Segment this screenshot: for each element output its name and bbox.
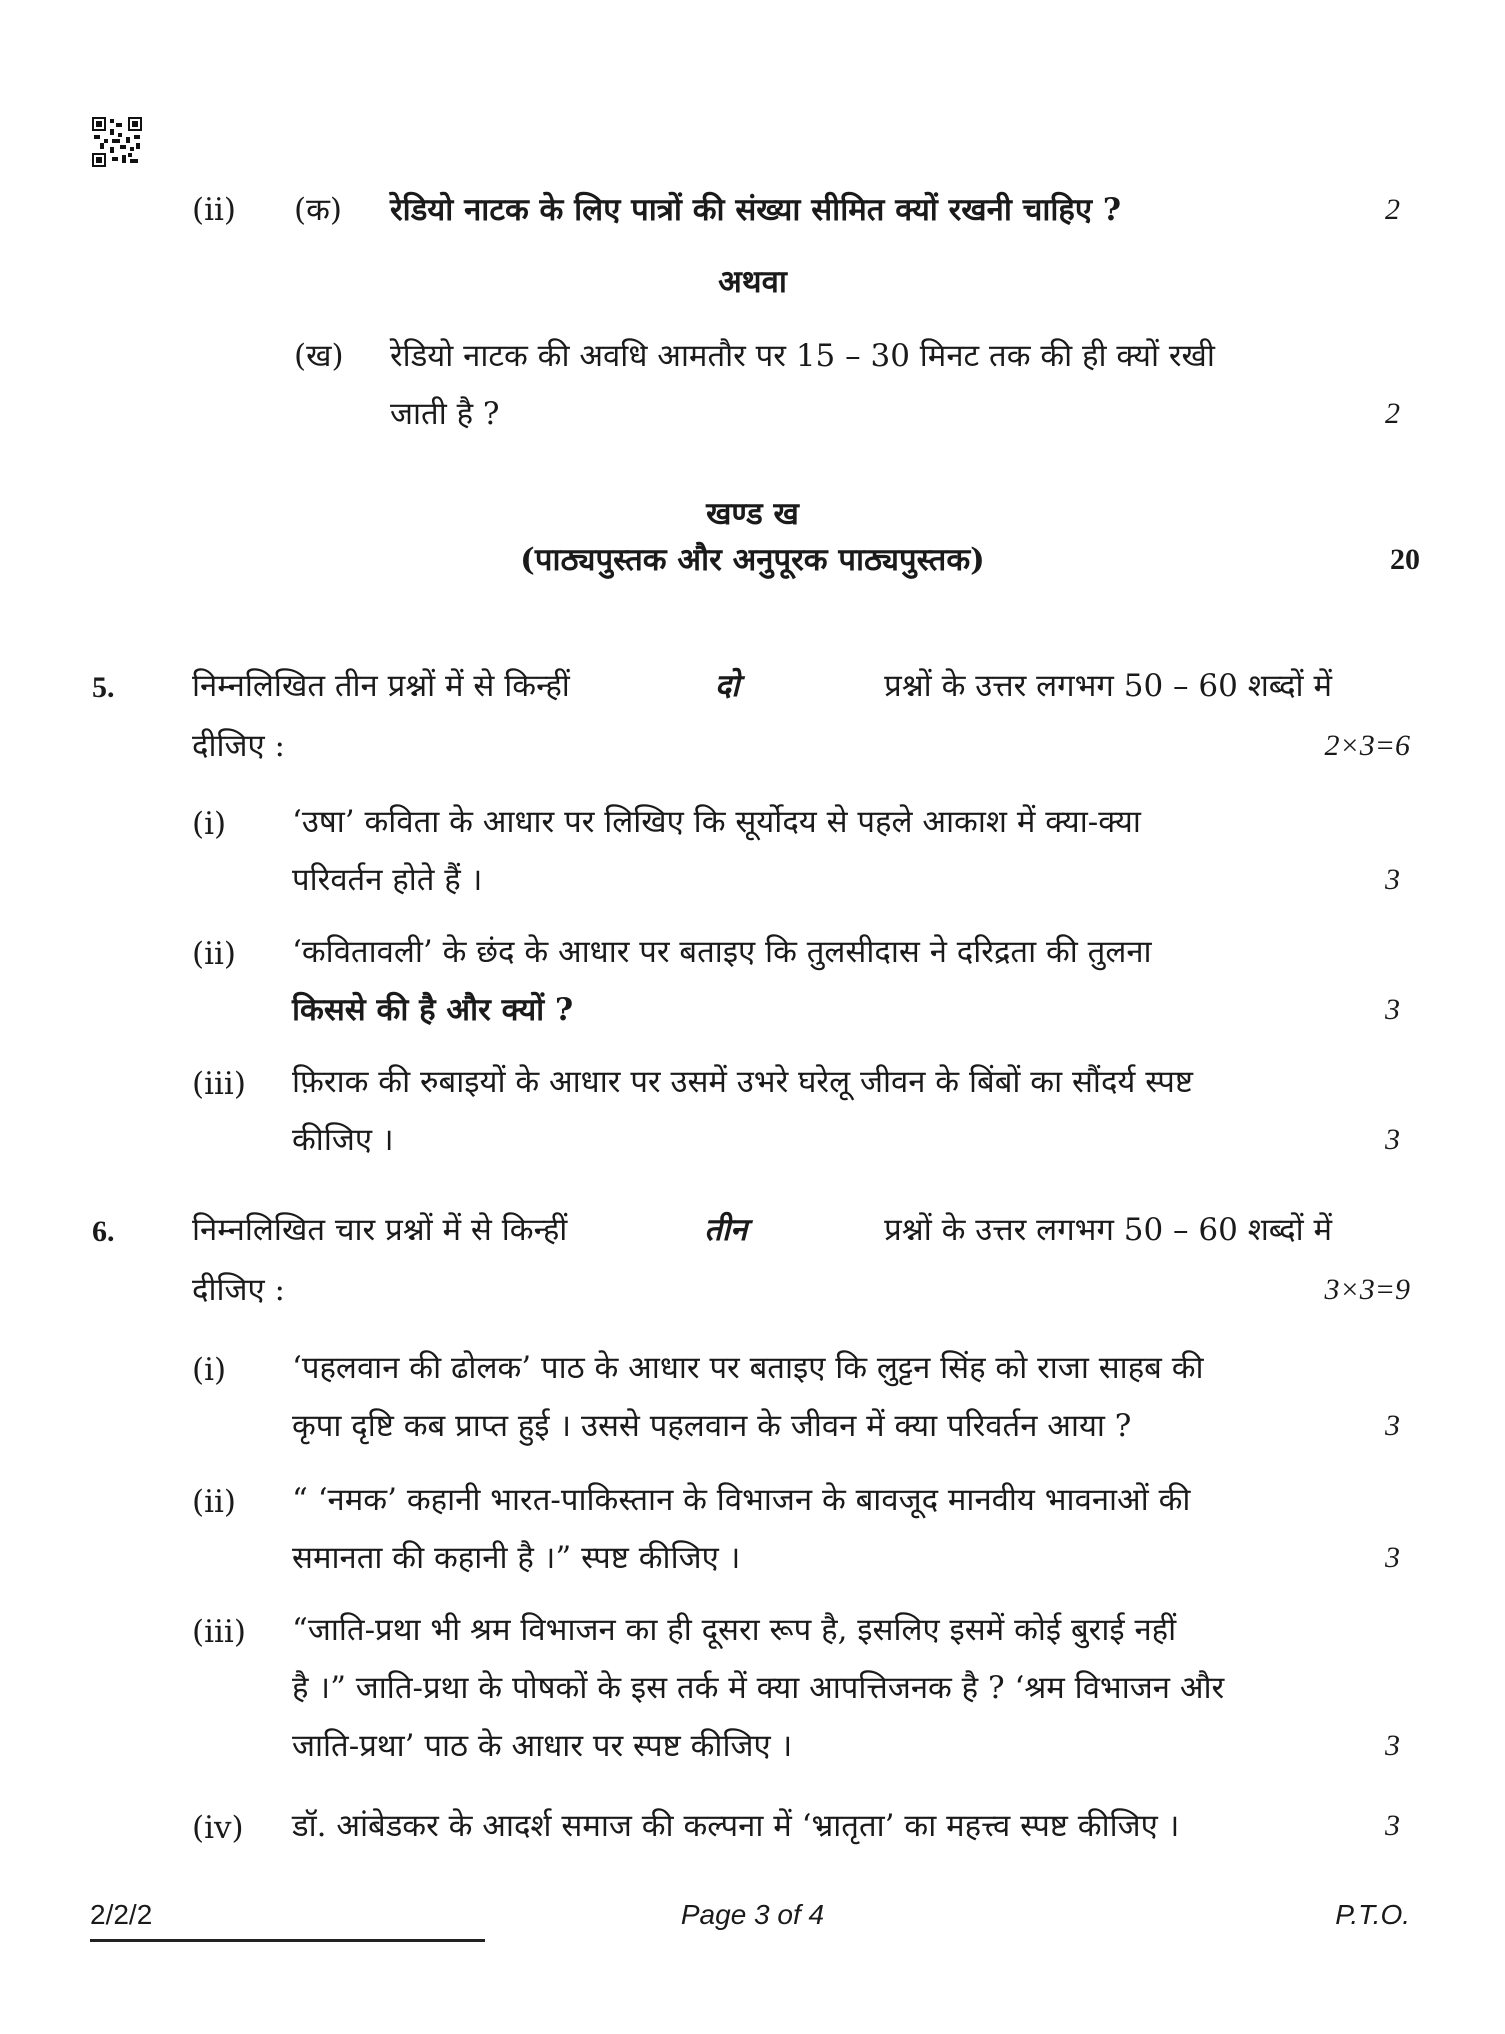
- q6-iii-label: (iii): [192, 1614, 246, 1650]
- q6-iv-label: (iv): [192, 1810, 244, 1846]
- q6-ii-marks: 3: [1385, 1541, 1400, 1574]
- section-marks: 20: [1390, 543, 1420, 576]
- q4-ii-label: (ii): [192, 192, 237, 228]
- q5-intro-em: दो: [714, 668, 740, 704]
- q4-ka-text: रेडियो नाटक के लिए पात्रों की संख्या सीमित क्यों रखनी चाहिए ?: [390, 192, 1121, 228]
- q5-ii-line2: किससे की है और क्यों ?: [292, 992, 574, 1028]
- q5-iii-line2: कीजिए ।: [292, 1122, 394, 1158]
- page-number: Page 3 of 4: [680, 1899, 825, 1930]
- q5-marks: 2×3=6: [1324, 729, 1410, 762]
- q4-ka-marks: 2: [1385, 193, 1400, 226]
- q4-ka-label: (क): [294, 192, 342, 228]
- q6-iii-line3: जाति-प्रथा’ पाठ के आधार पर स्पष्ट कीजिए ।: [292, 1728, 793, 1764]
- q4-kha-line1: रेडियो नाटक की अवधि आमतौर पर 15 – 30 मिनट तक की ही क्यों रखी: [390, 338, 1215, 374]
- q6-ii-line1: “ ‘नमक’ कहानी भारत-पाकिस्तान के विभाजन के बावजूद मानवीय भावनाओं की: [292, 1482, 1191, 1518]
- q5-ii-label: (ii): [192, 936, 237, 972]
- q6-iii-line2: है ।” जाति-प्रथा के पोषकों के इस तर्क में क्या आपत्तिजनक है ? ‘श्रम विभाजन और: [292, 1670, 1225, 1706]
- q6-i-line1: ‘पहलवान की ढोलक’ पाठ के आधार पर बताइए कि लुट्टन सिंह को राजा साहब की: [292, 1350, 1204, 1386]
- q6-i-label: (i): [192, 1352, 227, 1388]
- q5-intro-a: निम्नलिखित तीन प्रश्नों में से किन्हीं: [192, 668, 570, 704]
- q6-iv-marks: 3: [1385, 1809, 1400, 1842]
- q5-number: 5.: [92, 671, 115, 704]
- footer-rule: [90, 1939, 485, 1942]
- q5-i-line1: ‘उषा’ कविता के आधार पर लिखिए कि सूर्योदय से पहले आकाश में क्या-क्या: [292, 804, 1141, 840]
- q6-ii-line2: समानता की कहानी है ।” स्पष्ट कीजिए ।: [292, 1540, 741, 1576]
- q5-iii-marks: 3: [1385, 1123, 1400, 1156]
- q5-intro-line2: दीजिए :: [192, 728, 285, 764]
- q6-i-marks: 3: [1385, 1409, 1400, 1442]
- qr-code-icon: [92, 117, 142, 167]
- q5-i-line2: परिवर्तन होते हैं ।: [292, 862, 483, 898]
- q6-iv-line1: डॉ. आंबेडकर के आदर्श समाज की कल्पना में ‘भ्रातृता’ का महत्त्व स्पष्ट कीजिए ।: [292, 1808, 1180, 1844]
- section-title: खण्ड ख: [706, 496, 799, 532]
- q5-iii-label: (iii): [192, 1066, 246, 1102]
- q5-ii-marks: 3: [1385, 993, 1400, 1026]
- q6-intro-b: प्रश्नों के उत्तर लगभग 50 – 60 शब्दों में: [884, 1212, 1332, 1248]
- section-subtitle: (पाठ्यपुस्तक और अनुपूरक पाठ्यपुस्तक): [520, 542, 985, 578]
- q5-iii-line1: फ़िराक की रुबाइयों के आधार पर उसमें उभरे घरेलू जीवन के बिंबों का सौंदर्य स्पष्ट: [292, 1064, 1194, 1100]
- q6-number: 6.: [92, 1215, 115, 1248]
- q6-intro-em: तीन: [704, 1212, 748, 1248]
- paper-code: 2/2/2: [90, 1899, 153, 1930]
- q6-intro-line2: दीजिए :: [192, 1272, 285, 1308]
- q4-kha-line2: जाती है ?: [390, 396, 500, 432]
- q6-intro-a: निम्नलिखित चार प्रश्नों में से किन्हीं: [192, 1212, 568, 1248]
- pto-label: P.T.O.: [1335, 1899, 1410, 1930]
- q4-kha-label: (ख): [294, 338, 344, 374]
- q6-intro: [192, 1210, 1332, 1250]
- q4-kha-marks: 2: [1385, 397, 1400, 430]
- q6-iii-line1: “जाति-प्रथा भी श्रम विभाजन का ही दूसरा रूप है, इसलिए इसमें कोई बुराई नहीं: [292, 1612, 1177, 1648]
- q6-i-line2: कृपा दृष्टि कब प्राप्त हुई । उससे पहलवान के जीवन में क्या परिवर्तन आया ?: [292, 1408, 1132, 1444]
- q6-ii-label: (ii): [192, 1484, 237, 1520]
- athva-label: अथवा: [718, 264, 787, 300]
- q5-intro: [192, 666, 1332, 706]
- q5-ii-line1: ‘कवितावली’ के छंद के आधार पर बताइए कि तुलसीदास ने दरिद्रता की तुलना: [292, 934, 1152, 970]
- q6-iii-marks: 3: [1385, 1729, 1400, 1762]
- q5-i-marks: 3: [1385, 863, 1400, 896]
- q5-i-label: (i): [192, 806, 227, 842]
- q6-marks: 3×3=9: [1324, 1273, 1410, 1306]
- q5-intro-b: प्रश्नों के उत्तर लगभग 50 – 60 शब्दों में: [884, 668, 1332, 704]
